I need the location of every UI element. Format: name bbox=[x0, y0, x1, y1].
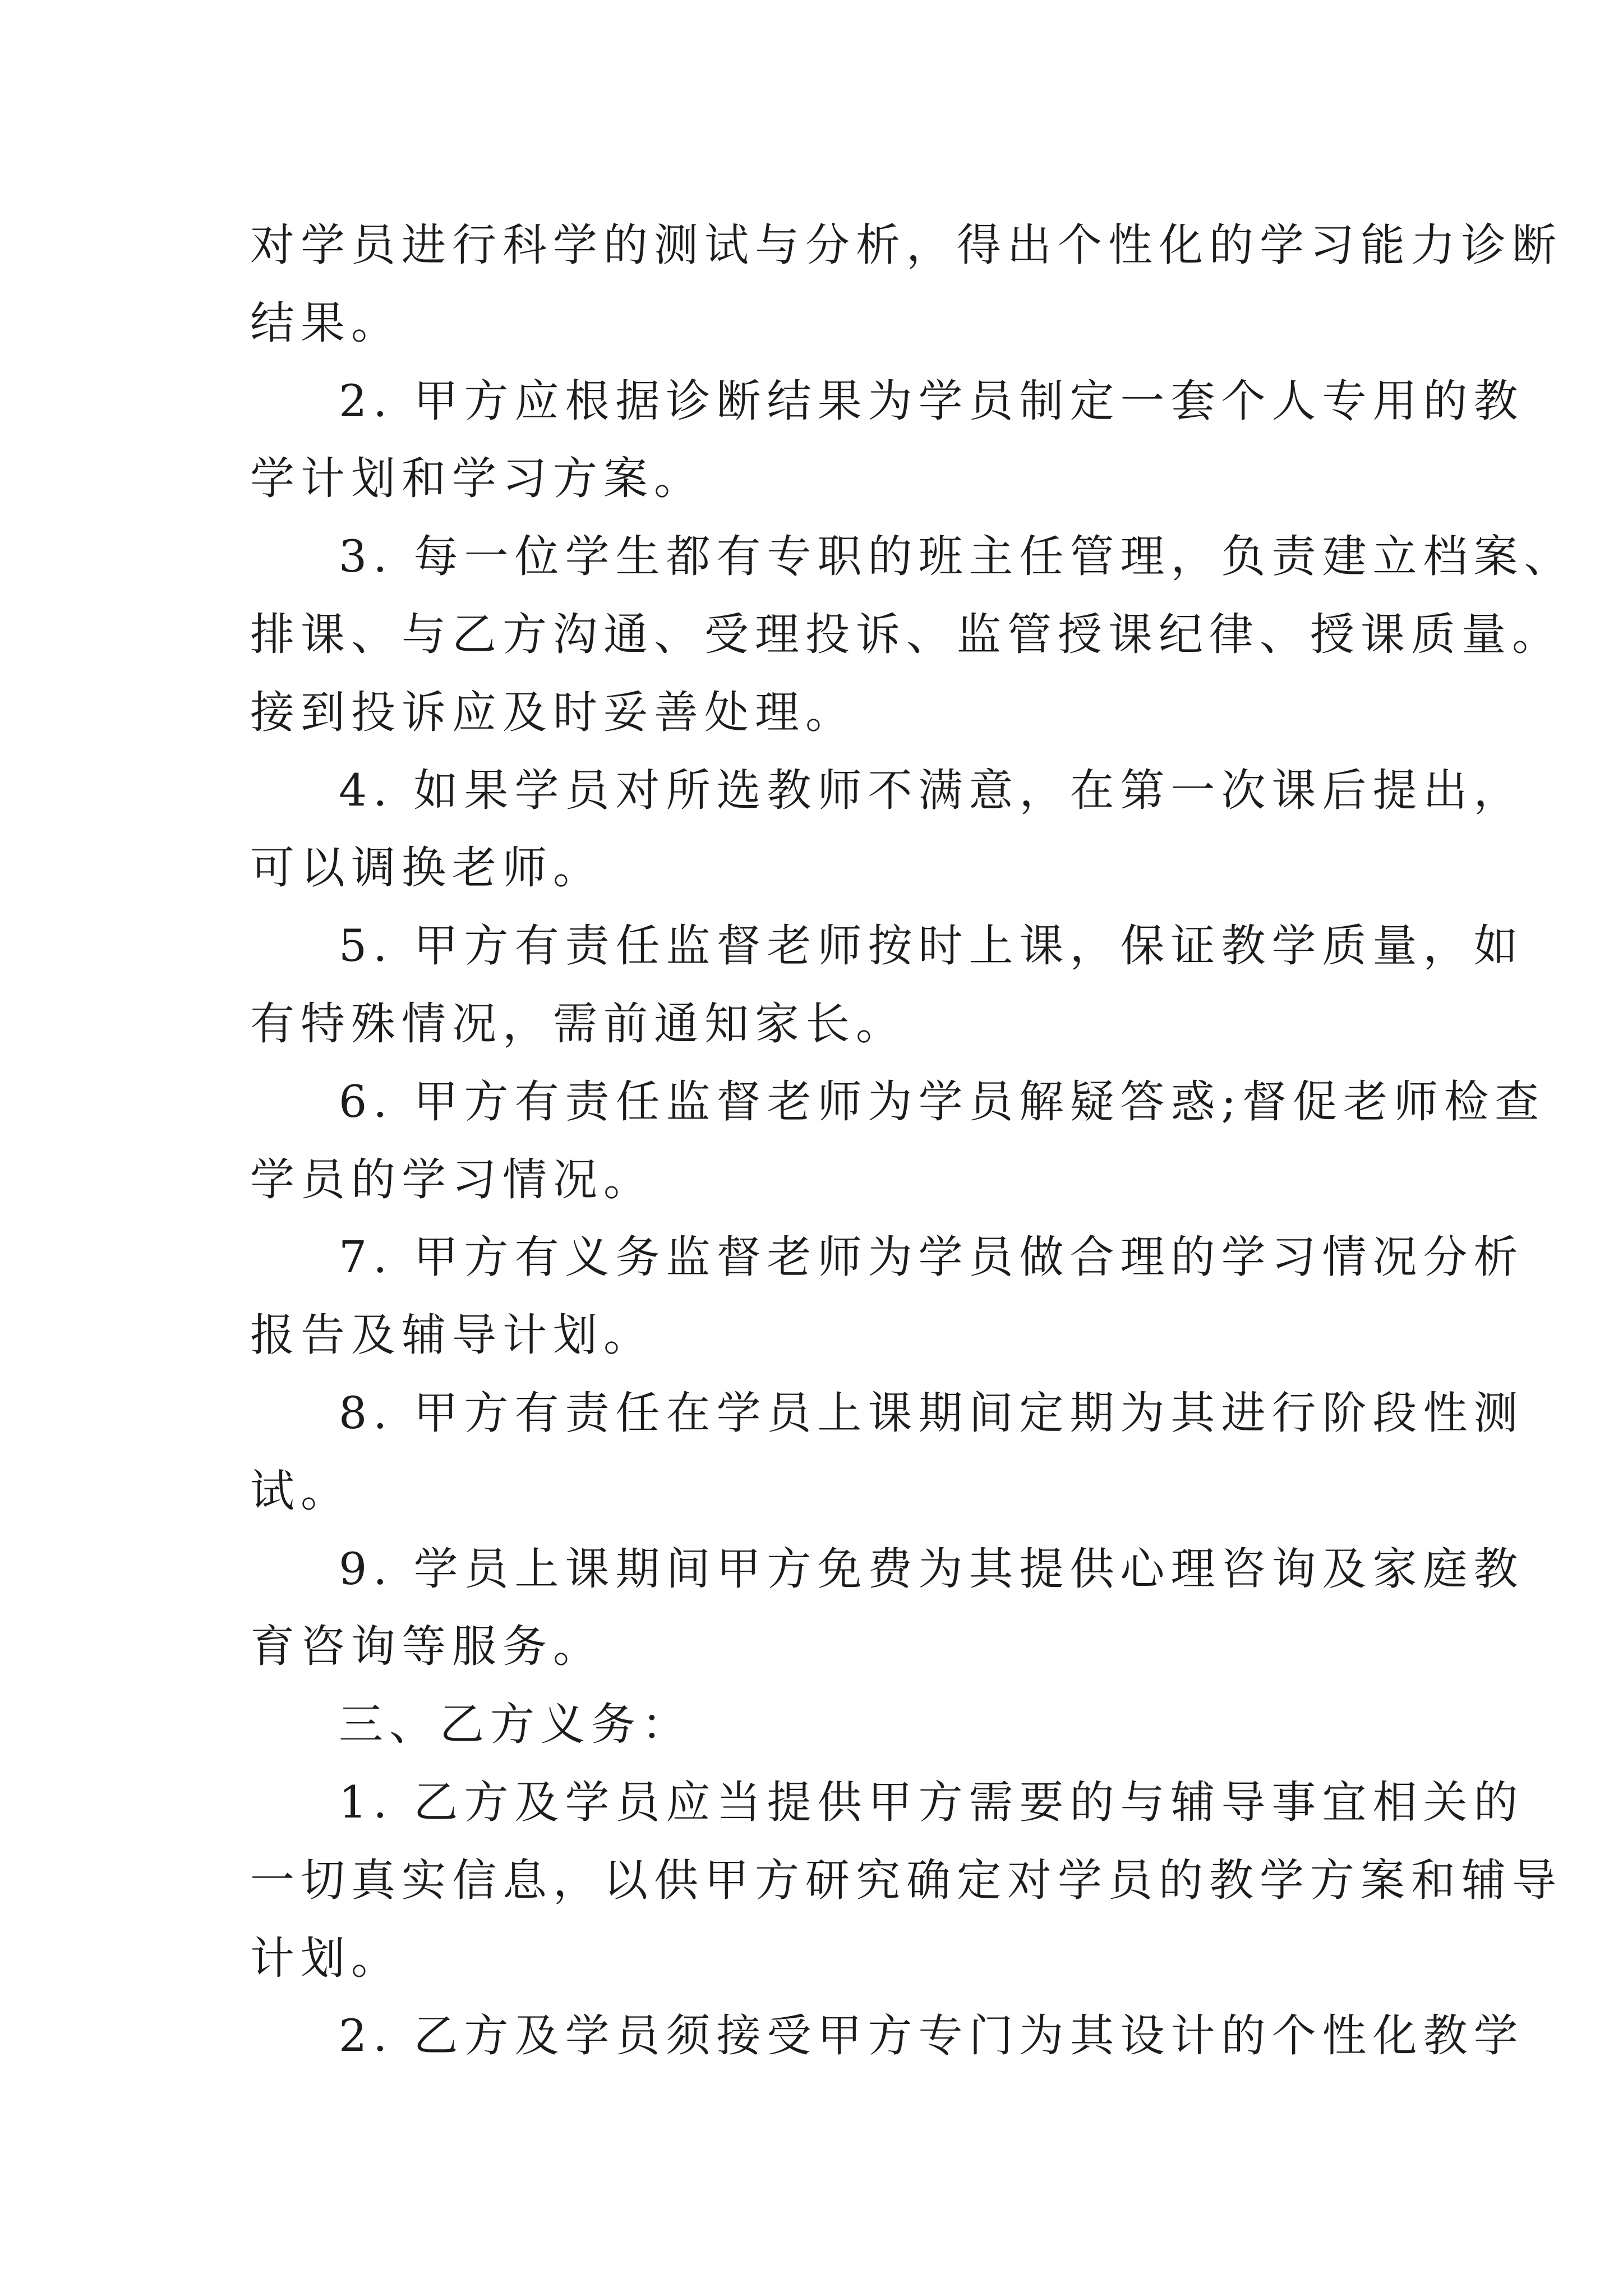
text-line: 计划。 bbox=[250, 1932, 402, 1984]
text-line: 5. 甲方有责任监督老师按时上课，保证教学质量，如 bbox=[339, 920, 1524, 972]
text-line: 7. 甲方有义务监督老师为学员做合理的学习情况分析 bbox=[339, 1231, 1524, 1283]
text-line: 9. 学员上课期间甲方免费为其提供心理咨询及家庭教 bbox=[339, 1543, 1524, 1595]
text-line: 学员的学习情况。 bbox=[250, 1153, 654, 1205]
text-line: 1. 乙方及学员应当提供甲方需要的与辅导事宜相关的 bbox=[339, 1776, 1524, 1828]
text-line: 报告及辅导计划。 bbox=[250, 1309, 654, 1361]
text-line: 有特殊情况，需前通知家长。 bbox=[250, 997, 906, 1050]
text-line: 2. 甲方应根据诊断结果为学员制定一套个人专用的教 bbox=[339, 375, 1524, 427]
text-line: 对学员进行科学的测试与分析，得出个性化的学习能力诊断 bbox=[250, 219, 1562, 271]
text-line: 试。 bbox=[250, 1465, 351, 1517]
document-body bbox=[250, 206, 1575, 2075]
text-line: 4. 如果学员对所选教师不满意，在第一次课后提出， bbox=[339, 764, 1524, 816]
text-line: 3. 每一位学生都有专职的班主任管理，负责建立档案、 bbox=[339, 531, 1575, 583]
text-line: 6. 甲方有责任监督老师为学员解疑答惑;督促老师检查 bbox=[339, 1075, 1546, 1128]
text-line: 学计划和学习方案。 bbox=[250, 453, 704, 505]
text-line: 育咨询等服务。 bbox=[250, 1621, 603, 1673]
text-line: 接到投诉应及时妥善处理。 bbox=[250, 686, 856, 738]
text-line: 三、乙方义务： bbox=[339, 1699, 692, 1751]
text-line: 排课、与乙方沟通、受理投诉、监管授课纪律、授课质量。 bbox=[250, 608, 1562, 660]
text-line: 结果。 bbox=[250, 297, 402, 349]
text-line: 2. 乙方及学员须接受甲方专门为其设计的个性化教学 bbox=[339, 2010, 1524, 2062]
text-line: 可以调换老师。 bbox=[250, 842, 603, 894]
text-line: 一切真实信息，以供甲方研究确定对学员的教学方案和辅导 bbox=[250, 1854, 1562, 1906]
text-line: 8. 甲方有责任在学员上课期间定期为其进行阶段性测 bbox=[339, 1387, 1524, 1439]
